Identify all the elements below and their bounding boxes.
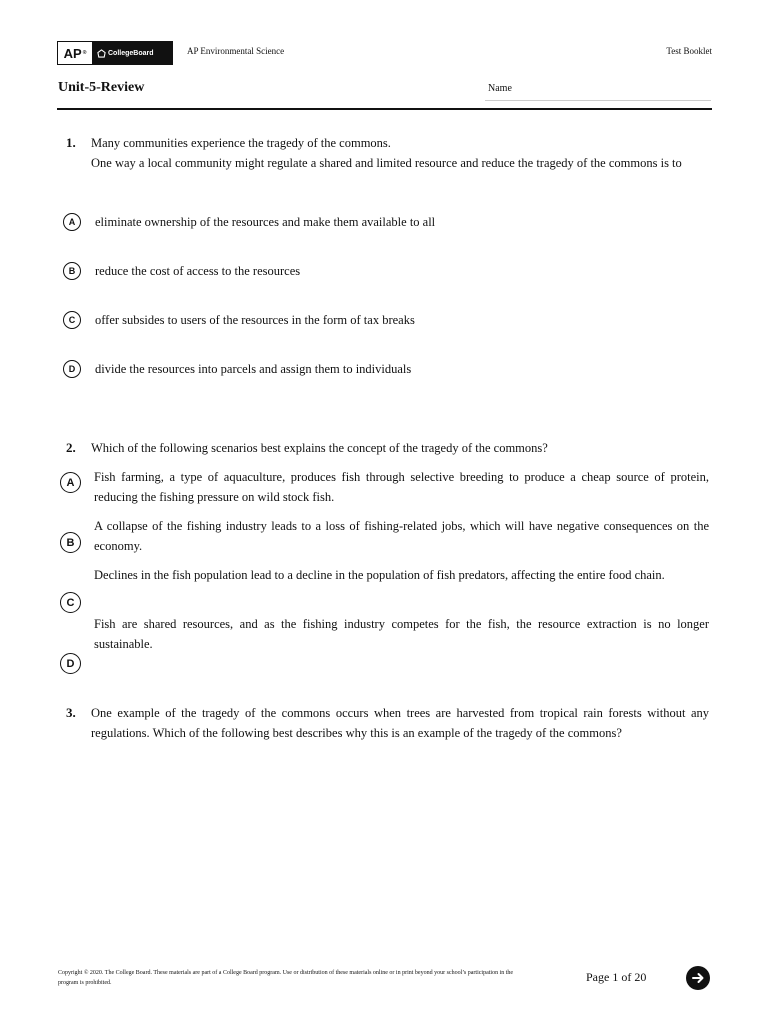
copyright-notice: Copyright © 2020. The College Board. These materials are part of a College Board program. Use or distribution of these materials online or in print beyond your school’s participation in the program is prohibited. xyxy=(58,970,514,986)
booklet-label: Test Booklet xyxy=(666,46,712,56)
answer-bubble-b[interactable]: B xyxy=(60,532,81,553)
question-1-number: 1. xyxy=(66,135,76,150)
answer-bubble-d[interactable]: D xyxy=(60,653,81,674)
name-field[interactable] xyxy=(485,100,711,101)
question-3-number: 3. xyxy=(66,705,76,720)
question-1-option-b[interactable]: reduce the cost of access to the resources xyxy=(95,264,301,278)
question-3-stem: One example of the tragedy of the commons occurs when trees are harvested from tropical rain forests without any regulations. Which of the following best describes why this is an example of the tragedy of the commons? xyxy=(91,706,709,740)
page-title: Unit-5-Review xyxy=(58,80,145,95)
question-2-option-c[interactable]: Declines in the fish population lead to a decline in the population of fish predators, affecting the entire food chain. xyxy=(94,568,665,582)
answer-bubble-a[interactable]: A xyxy=(63,213,81,231)
page-number: Page 1 of 20 xyxy=(586,970,647,984)
answer-bubble-d[interactable]: D xyxy=(63,360,81,378)
question-2-option-d[interactable]: Fish are shared resources, and as the fishing industry competes for the fish, the resource extraction is no longer sustainable. xyxy=(94,617,709,651)
answer-bubble-c[interactable]: C xyxy=(63,311,81,329)
ap-collegeboard-logo xyxy=(57,41,173,65)
question-2-stem: Which of the following scenarios best explains the concept of the tragedy of the commons? xyxy=(91,441,548,455)
question-2-number: 2. xyxy=(66,440,76,455)
question-1-stem-intro: Many communities experience the tragedy of the commons. xyxy=(91,136,391,150)
acorn-icon xyxy=(97,49,106,58)
arrow-right-circle-icon xyxy=(690,970,706,986)
answer-bubble-c[interactable]: C xyxy=(60,592,81,613)
next-page-button[interactable] xyxy=(686,966,710,990)
name-label: Name xyxy=(488,83,512,94)
question-1-option-c[interactable]: offer subsides to users of the resources in the form of tax breaks xyxy=(95,313,415,327)
question-2-option-b[interactable]: A collapse of the fishing industry leads to a loss of fishing-related jobs, which will have negative consequences on the economy. xyxy=(94,519,709,553)
question-1-option-d[interactable]: divide the resources into parcels and assign them to individuals xyxy=(95,362,412,376)
ap-logo-mark: AP ® xyxy=(63,45,87,61)
question-1-option-a[interactable]: eliminate ownership of the resources and make them available to all xyxy=(95,215,436,229)
question-2-option-a[interactable]: Fish farming, a type of aquaculture, produces fish through selective breeding to produce a cheap source of protein, reducing the fishing pressure on wild stock fish. xyxy=(94,470,709,504)
question-1-stem: One way a local community might regulate a shared and limited resource and reduce the tragedy of the commons is to xyxy=(91,156,682,170)
collegeboard-logo-mark: CollegeBoard xyxy=(92,42,172,64)
subject-label: AP Environmental Science xyxy=(187,46,285,56)
answer-bubble-a[interactable]: A xyxy=(60,472,81,493)
header-divider xyxy=(57,108,712,110)
answer-bubble-b[interactable]: B xyxy=(63,262,81,280)
